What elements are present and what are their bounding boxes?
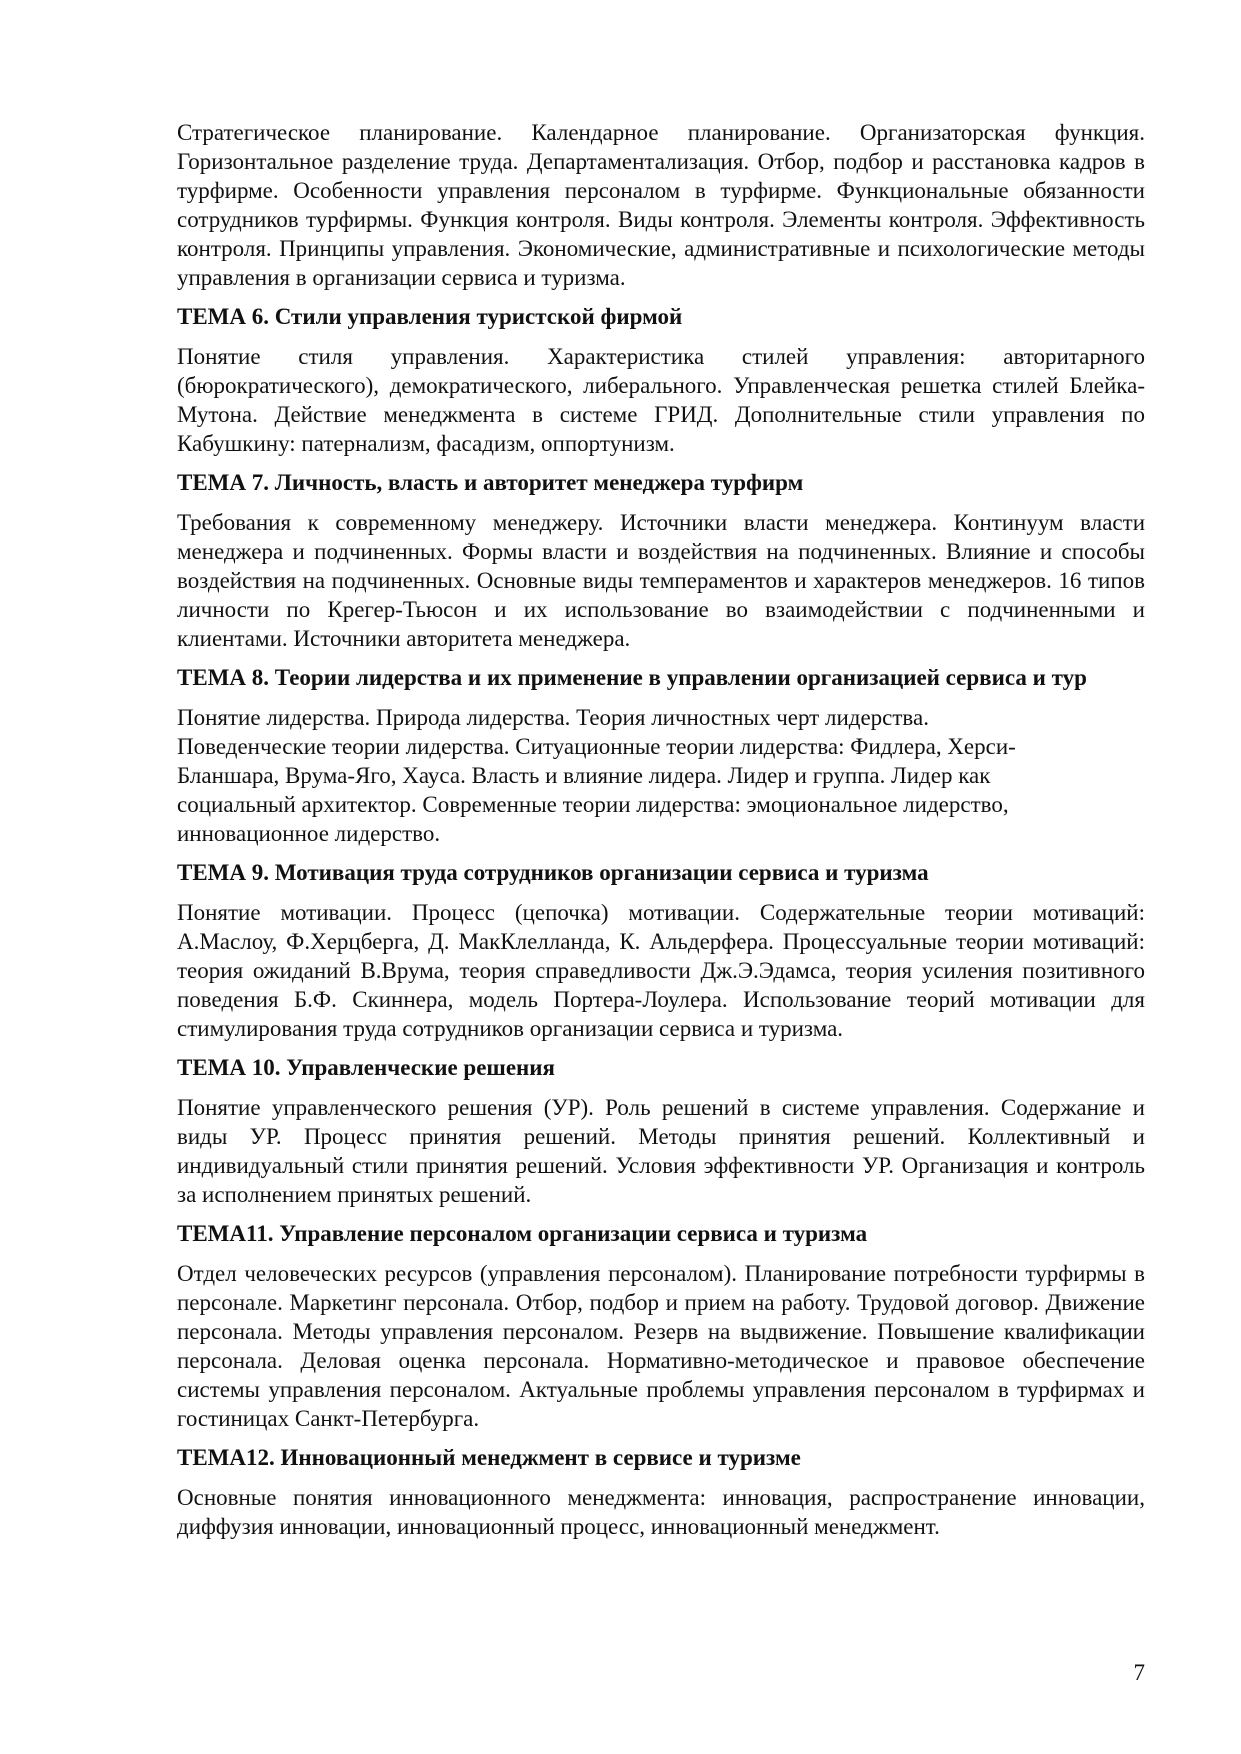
section-body-tema-8-line: инновационное лидерство.: [177, 821, 441, 846]
section-body-tema-8: [177, 703, 1145, 848]
section-body-tema-6: Понятие стиля управления. Характеристика стилей управления: авторитарного (бюрократического), демократического, либерального. Управленческая решетка стилей Блейка-Мутона. Действие менеджмента в системе ГРИД. Дополнительные стили управления по Кабушкину: патернализм, фасадизм, оппортунизм.: [177, 344, 1145, 456]
document-page: [177, 118, 1145, 1541]
section-heading-tema-11: ТЕМА11. Управление персоналом организации сервиса и туризма: [177, 1221, 868, 1246]
section-heading-tema-7: ТЕМА 7. Личность, власть и авторитет менеджера турфирм: [177, 470, 804, 495]
section-heading-tema-9: ТЕМА 9. Мотивация труда сотрудников организации сервиса и туризма: [177, 860, 929, 885]
section-body-tema-8-line: Понятие лидерства. Природа лидерства. Теория личностных черт лидерства.: [177, 705, 929, 730]
section-body-tema-10: Понятие управленческого решения (УР). Роль решений в системе управления. Содержание и виды УР. Процесс принятия решений. Методы принятия решений. Коллективный и индивидуальный стили принятия решений. Условия эффективности УР. Организация и контроль за исполнением принятых решений.: [177, 1095, 1145, 1207]
section-heading-tema-8: ТЕМА 8. Теории лидерства и их применение в управлении организацией сервиса и тур: [177, 665, 1087, 690]
section-body-tema-8-line: Поведенческие теории лидерства. Ситуационные теории лидерства: Фидлера, Херси-: [177, 734, 1016, 759]
section-body-tema-8-line: социальный архитектор. Современные теории лидерства: эмоциональное лидерство,: [177, 792, 1009, 817]
page-number: 7: [1133, 1660, 1145, 1685]
section-heading-tema-12: ТЕМА12. Инновационный менеджмент в сервисе и туризме: [177, 1445, 801, 1470]
section-body-tema-7: Требования к современному менеджеру. Источники власти менеджера. Континуум власти менеджера и подчиненных. Формы власти и воздействия на подчиненных. Влияние и способы воздействия на подчиненных. Основные виды темпераментов и характеров менеджеров. 16 типов личности по Крегер-Тьюсон и их использование во взаимодействии с подчиненными и клиентами. Источники авторитета менеджера.: [177, 510, 1145, 651]
section-body-tema-11: Отдел человеческих ресурсов (управления персоналом). Планирование потребности турфирмы в персонале. Маркетинг персонала. Отбор, подбор и прием на работу. Трудовой договор. Движение персонала. Методы управления персоналом. Резерв на выдвижение. Повышение квалификации персонала. Деловая оценка персонала. Нормативно-методическое и правовое обеспечение системы управления персоналом. Актуальные проблемы управления персоналом в турфирмах и гостиницах Санкт-Петербурга.: [177, 1261, 1145, 1431]
section-body-tema-9: Понятие мотивации. Процесс (цепочка) мотивации. Содержательные теории мотиваций: А.Маслоу, Ф.Херцберга, Д. МакКлелланда, К. Альдерфера. Процессуальные теории мотиваций: теория ожиданий В.Врума, теория справедливости Дж.Э.Эдамса, теория усиления позитивного поведения Б.Ф. Скиннера, модель Портера-Лоулера. Использование теорий мотивации для стимулирования труда сотрудников организации сервиса и туризма.: [177, 900, 1145, 1041]
section-heading-tema-6: ТЕМА 6. Стили управления туристской фирмой: [177, 304, 683, 329]
section-heading-tema-10: ТЕМА 10. Управленческие решения: [177, 1055, 555, 1080]
section-body-tema-12: Основные понятия инновационного менеджмента: инновация, распространение инновации, диффузия инновации, инновационный процесс, инновационный менеджмент.: [177, 1485, 1145, 1539]
intro-paragraph: Стратегическое планирование. Календарное планирование. Организаторская функция. Горизонтальное разделение труда. Департаментализация. Отбор, подбор и расстановка кадров в турфирме. Особенности управления персоналом в турфирме. Функциональные обязанности сотрудников турфирмы. Функция контроля. Виды контроля. Элементы контроля. Эффективность контроля. Принципы управления. Экономические, административные и психологические методы управления в организации сервиса и туризма.: [177, 120, 1145, 290]
section-body-tema-8-line: Бланшара, Врума-Яго, Хауса. Власть и влияние лидера. Лидер и группа. Лидер как: [177, 763, 991, 788]
